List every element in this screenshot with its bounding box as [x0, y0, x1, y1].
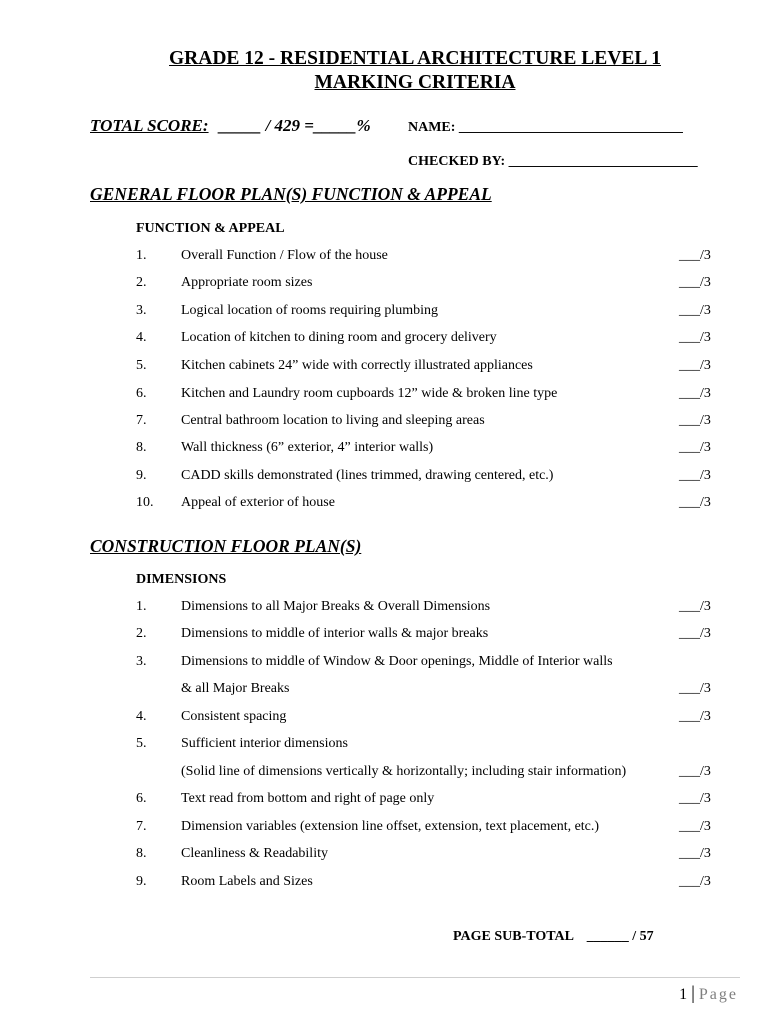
title-line-2: MARKING CRITERIA [314, 72, 516, 93]
criterion-text: Dimension variables (extension line offset, extension, text placement, etc.) [181, 819, 600, 834]
item-number: 5. [136, 736, 147, 751]
item-number: 1. [136, 599, 147, 614]
criterion-text: Appropriate room sizes [181, 275, 313, 290]
name-field: NAME: ________________________________ [408, 120, 683, 135]
checked-by-field: CHECKED BY: ___________________________ [408, 154, 698, 169]
points-blank: ___/3 [679, 599, 711, 614]
item-number: 8. [136, 440, 147, 455]
item-number: 9. [136, 874, 147, 889]
item-number: 1. [136, 248, 147, 263]
points-blank: ___/3 [679, 248, 711, 263]
points-blank: ___/3 [679, 709, 711, 724]
page-number-value: 1 [679, 986, 688, 1003]
section-1-subtitle: FUNCTION & APPEAL [136, 221, 285, 236]
points-blank: ___/3 [679, 791, 711, 806]
points-blank: ___/3 [679, 874, 711, 889]
item-number: 4. [136, 709, 147, 724]
points-blank: ___/3 [679, 386, 711, 401]
footer-divider [90, 977, 740, 978]
criterion-text: Consistent spacing [181, 709, 287, 724]
section-2-title: CONSTRUCTION FLOOR PLAN(S) [90, 536, 362, 556]
item-number: 3. [136, 303, 147, 318]
page-separator: | [691, 983, 695, 1004]
title-line-1: GRADE 12 - RESIDENTIAL ARCHITECTURE LEVEL 1 [169, 48, 661, 69]
page-subtotal-value: ______ / 57 [586, 929, 654, 944]
criterion-text: Central bathroom location to living and sleeping areas [181, 413, 485, 428]
criterion-text: & all Major Breaks [181, 681, 290, 696]
criterion-text: Kitchen and Laundry room cupboards 12” wide & broken line type [181, 386, 558, 401]
points-blank: ___/3 [679, 468, 711, 483]
item-number: 9. [136, 468, 147, 483]
item-number: 6. [136, 791, 147, 806]
criterion-text: Logical location of rooms requiring plumbing [181, 303, 439, 318]
criterion-text: Sufficient interior dimensions [181, 736, 348, 751]
points-blank: ___/3 [679, 303, 711, 318]
item-number: 10. [136, 495, 154, 510]
section-1-title: GENERAL FLOOR PLAN(S) FUNCTION & APPEAL [90, 184, 492, 204]
points-blank: ___/3 [679, 681, 711, 696]
points-blank: ___/3 [679, 764, 711, 779]
page-word: Page [698, 986, 738, 1003]
criterion-text: Kitchen cabinets 24” wide with correctly illustrated appliances [181, 358, 533, 373]
item-number: 7. [136, 413, 147, 428]
criterion-text: Dimensions to middle of interior walls & major breaks [181, 626, 489, 641]
points-blank: ___/3 [679, 846, 711, 861]
item-number: 4. [136, 330, 147, 345]
section-2-subtitle: DIMENSIONS [136, 572, 227, 587]
criterion-text: Wall thickness (6” exterior, 4” interior walls) [181, 440, 434, 455]
criterion-text: Dimensions to all Major Breaks & Overall Dimensions [181, 599, 491, 614]
item-number: 3. [136, 654, 147, 669]
item-number: 2. [136, 626, 147, 641]
points-blank: ___/3 [679, 358, 711, 373]
points-blank: ___/3 [679, 819, 711, 834]
criterion-text: Location of kitchen to dining room and grocery delivery [181, 330, 497, 345]
item-number: 5. [136, 358, 147, 373]
criterion-text: Text read from bottom and right of page only [181, 791, 435, 806]
total-score-formula: _____ / 429 =_____% [218, 116, 371, 135]
criterion-text: Appeal of exterior of house [181, 495, 335, 510]
item-number: 7. [136, 819, 147, 834]
criterion-text: Cleanliness & Readability [181, 846, 328, 861]
points-blank: ___/3 [679, 413, 711, 428]
item-number: 8. [136, 846, 147, 861]
points-blank: ___/3 [679, 495, 711, 510]
criterion-text: CADD skills demonstrated (lines trimmed, drawing centered, etc.) [181, 468, 554, 483]
points-blank: ___/3 [679, 330, 711, 345]
total-score-label: TOTAL SCORE: [90, 116, 209, 135]
item-number: 2. [136, 275, 147, 290]
criterion-text: (Solid line of dimensions vertically & horizontally; including stair information) [181, 764, 627, 779]
item-number: 6. [136, 386, 147, 401]
page-subtotal-label: PAGE SUB-TOTAL [453, 929, 574, 944]
criterion-text: Overall Function / Flow of the house [181, 248, 388, 263]
criterion-text: Room Labels and Sizes [181, 874, 313, 889]
page-subtotal [453, 929, 654, 945]
points-blank: ___/3 [679, 440, 711, 455]
page-number [679, 983, 738, 1005]
criterion-text: Dimensions to middle of Window & Door openings, Middle of Interior walls [181, 654, 613, 669]
points-blank: ___/3 [679, 626, 711, 641]
total-score [90, 116, 371, 136]
points-blank: ___/3 [679, 275, 711, 290]
